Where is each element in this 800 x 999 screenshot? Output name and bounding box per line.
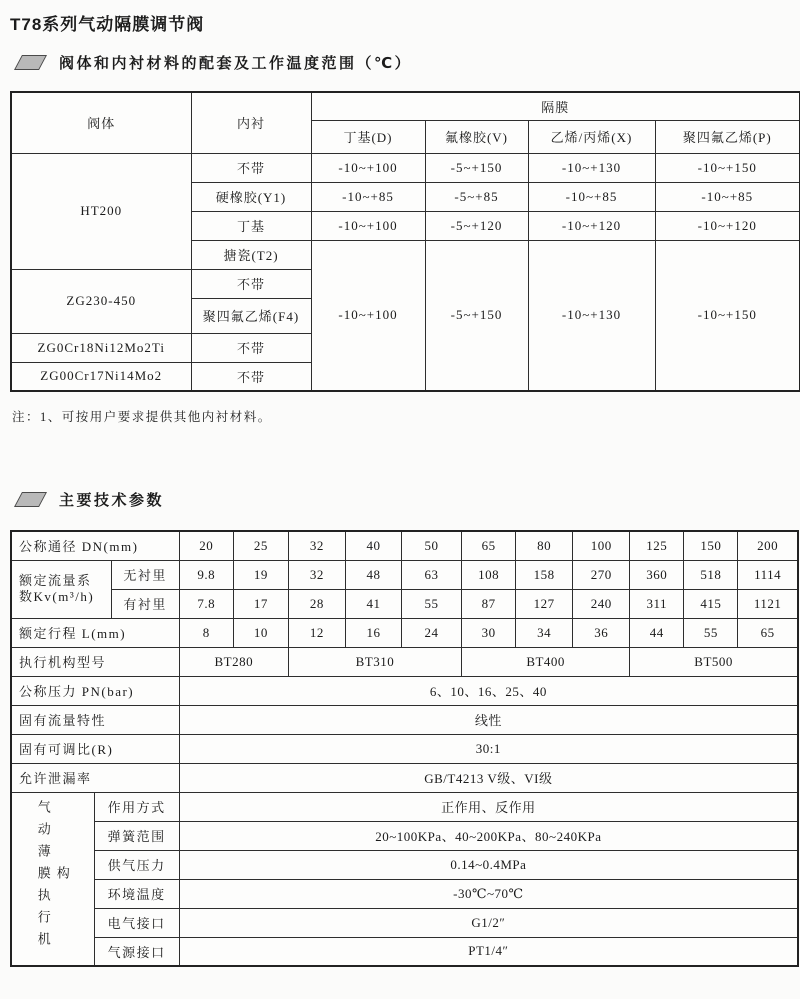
row-label-kv bbox=[11, 560, 111, 618]
stroke-value-cell: 8 bbox=[179, 618, 233, 647]
stroke-value-cell: 44 bbox=[630, 618, 684, 647]
lining-cell: 聚四氟乙烯(F4) bbox=[191, 298, 311, 333]
dn-value-cell: 32 bbox=[288, 531, 345, 560]
row-label-stroke: 额定行程 L(mm) bbox=[11, 618, 179, 647]
lining-cell: 不带 bbox=[191, 269, 311, 298]
temp-range-cell: -10~+85 bbox=[311, 182, 425, 211]
temp-range-cell: -10~+100 bbox=[311, 211, 425, 240]
actuator-model-cell: BT310 bbox=[288, 647, 461, 676]
sub-row-label: 弹簧范围 bbox=[94, 821, 179, 850]
row-label-pn: 公称压力 PN(bar) bbox=[11, 676, 179, 705]
dn-value-cell: 100 bbox=[573, 531, 630, 560]
col-header-diaphragm-type: 氟橡胶(V) bbox=[425, 120, 528, 153]
table-row-actuator-sub bbox=[11, 821, 798, 850]
temp-range-cell: -5~+120 bbox=[425, 211, 528, 240]
ratio-value-cell: 30:1 bbox=[179, 734, 798, 763]
temp-range-cell: -10~+100 bbox=[311, 153, 425, 182]
table-row-leak bbox=[11, 763, 798, 792]
lining-cell: 不带 bbox=[191, 362, 311, 391]
temp-range-cell: -10~+85 bbox=[528, 182, 655, 211]
actuator-model-cell: BT280 bbox=[179, 647, 288, 676]
flow-value-cell: 线性 bbox=[179, 705, 798, 734]
stroke-value-cell: 55 bbox=[684, 618, 738, 647]
stroke-value-cell: 16 bbox=[345, 618, 401, 647]
kv-value-cell: 1114 bbox=[738, 560, 798, 589]
material-temperature-table bbox=[10, 91, 800, 392]
sub-row-value: 正作用、反作用 bbox=[179, 792, 798, 821]
dn-value-cell: 65 bbox=[462, 531, 516, 560]
row-label-leak: 允许泄漏率 bbox=[11, 763, 179, 792]
col-header-valve-body: 阀体 bbox=[11, 92, 191, 153]
actuator-model-cell: BT500 bbox=[630, 647, 798, 676]
temp-range-cell: -10~+150 bbox=[655, 240, 800, 391]
sub-row-value: PT1/4″ bbox=[179, 937, 798, 966]
kv-value-cell: 17 bbox=[233, 589, 288, 618]
temp-range-cell: -10~+85 bbox=[655, 182, 800, 211]
dn-value-cell: 40 bbox=[345, 531, 401, 560]
kv-value-cell: 158 bbox=[516, 560, 573, 589]
dn-value-cell: 25 bbox=[233, 531, 288, 560]
sub-row-value: G1/2″ bbox=[179, 908, 798, 937]
row-sublabel-lined: 有衬里 bbox=[111, 589, 179, 618]
row-label-flow: 固有流量特性 bbox=[11, 705, 179, 734]
stroke-value-cell: 10 bbox=[233, 618, 288, 647]
stroke-value-cell: 36 bbox=[573, 618, 630, 647]
kv-value-cell: 19 bbox=[233, 560, 288, 589]
valve-body-cell: HT200 bbox=[11, 153, 191, 269]
table-row-flow bbox=[11, 705, 798, 734]
temp-range-cell: -5~+150 bbox=[425, 240, 528, 391]
kv-value-cell: 48 bbox=[345, 560, 401, 589]
stroke-value-cell: 34 bbox=[516, 618, 573, 647]
temp-range-cell: -5~+85 bbox=[425, 182, 528, 211]
dn-value-cell: 200 bbox=[738, 531, 798, 560]
section-heading-label: 主要技术参数 bbox=[59, 492, 165, 509]
temp-range-cell: -10~+130 bbox=[528, 153, 655, 182]
sub-row-label: 作用方式 bbox=[94, 792, 179, 821]
kv-value-cell: 7.8 bbox=[179, 589, 233, 618]
dn-value-cell: 20 bbox=[179, 531, 233, 560]
row-label-actuator: 执行机构型号 bbox=[11, 647, 179, 676]
leak-value-cell: GB/T4213 V级、VI级 bbox=[179, 763, 798, 792]
kv-value-cell: 240 bbox=[573, 589, 630, 618]
table-row-actuator-sub bbox=[11, 792, 798, 821]
sub-row-label: 供气压力 bbox=[94, 850, 179, 879]
temp-range-cell: -10~+100 bbox=[311, 240, 425, 391]
sub-row-value: -30℃~70℃ bbox=[179, 879, 798, 908]
kv-value-cell: 518 bbox=[684, 560, 738, 589]
temp-range-cell: -10~+120 bbox=[528, 211, 655, 240]
valve-body-cell: ZG00Cr17Ni14Mo2 bbox=[11, 362, 191, 391]
col-header-diaphragm: 隔膜 bbox=[311, 92, 800, 120]
pn-value-cell: 6、10、16、25、40 bbox=[179, 676, 798, 705]
lining-cell: 丁基 bbox=[191, 211, 311, 240]
col-header-lining: 内衬 bbox=[191, 92, 311, 153]
dn-value-cell: 50 bbox=[401, 531, 461, 560]
lining-cell: 不带 bbox=[191, 153, 311, 182]
sub-row-value: 20~100KPa、40~200KPa、80~240KPa bbox=[179, 821, 798, 850]
stroke-value-cell: 24 bbox=[401, 618, 461, 647]
kv-label-line2: 数Kv(m³/h) bbox=[19, 589, 95, 604]
row-label-dn: 公称通径 DN(mm) bbox=[11, 531, 179, 560]
table-row-dn bbox=[11, 531, 798, 560]
temp-range-cell: -10~+120 bbox=[655, 211, 800, 240]
table-row-actuator-model bbox=[11, 647, 798, 676]
table-row-ratio bbox=[11, 734, 798, 763]
lining-cell: 搪瓷(T2) bbox=[191, 240, 311, 269]
actuator-group-label: 气动薄膜执行机构 bbox=[35, 799, 70, 954]
kv-label-line1: 额定流量系 bbox=[19, 572, 92, 588]
sub-row-label: 气源接口 bbox=[94, 937, 179, 966]
technical-parameters-table bbox=[10, 530, 799, 967]
temp-range-cell: -5~+150 bbox=[425, 153, 528, 182]
actuator-group-label-cell bbox=[11, 792, 94, 966]
table-row-actuator-sub bbox=[11, 850, 798, 879]
kv-value-cell: 32 bbox=[288, 560, 345, 589]
dn-value-cell: 150 bbox=[684, 531, 738, 560]
table-row-stroke bbox=[11, 618, 798, 647]
section-heading-label: 阀体和内衬材料的配套及工作温度范围（℃） bbox=[59, 55, 413, 72]
kv-value-cell: 1121 bbox=[738, 589, 798, 618]
parallelogram-icon bbox=[14, 492, 47, 507]
row-sublabel-unlined: 无衬里 bbox=[111, 560, 179, 589]
page-title: T78系列气动隔膜调节阀 bbox=[10, 15, 205, 34]
section-heading-parameters bbox=[10, 489, 799, 510]
sub-row-label: 电气接口 bbox=[94, 908, 179, 937]
dn-value-cell: 80 bbox=[516, 531, 573, 560]
table-row-kv-unlined bbox=[11, 560, 798, 589]
table-row-pn bbox=[11, 676, 798, 705]
section-heading-materials bbox=[10, 52, 799, 73]
kv-value-cell: 9.8 bbox=[179, 560, 233, 589]
sub-row-value: 0.14~0.4MPa bbox=[179, 850, 798, 879]
table-row-actuator-sub bbox=[11, 879, 798, 908]
stroke-value-cell: 65 bbox=[738, 618, 798, 647]
table-row-kv-lined bbox=[11, 589, 798, 618]
footnote: 注：1、可按用户要求提供其他内衬材料。 bbox=[12, 410, 272, 424]
stroke-value-cell: 12 bbox=[288, 618, 345, 647]
parallelogram-icon bbox=[14, 55, 47, 70]
kv-value-cell: 108 bbox=[462, 560, 516, 589]
kv-value-cell: 63 bbox=[401, 560, 461, 589]
temp-range-cell: -10~+130 bbox=[528, 240, 655, 391]
col-header-diaphragm-type: 乙烯/丙烯(X) bbox=[528, 120, 655, 153]
temp-range-cell: -10~+150 bbox=[655, 153, 800, 182]
table-row-actuator-sub bbox=[11, 937, 798, 966]
valve-body-cell: ZG0Cr18Ni12Mo2Ti bbox=[11, 333, 191, 362]
kv-value-cell: 415 bbox=[684, 589, 738, 618]
kv-value-cell: 360 bbox=[630, 560, 684, 589]
actuator-model-cell: BT400 bbox=[462, 647, 630, 676]
kv-value-cell: 311 bbox=[630, 589, 684, 618]
row-label-ratio: 固有可调比(R) bbox=[11, 734, 179, 763]
col-header-diaphragm-type: 聚四氟乙烯(P) bbox=[655, 120, 800, 153]
valve-body-cell: ZG230-450 bbox=[11, 269, 191, 333]
kv-value-cell: 270 bbox=[573, 560, 630, 589]
table-row-actuator-sub bbox=[11, 908, 798, 937]
sub-row-label: 环境温度 bbox=[94, 879, 179, 908]
lining-cell: 硬橡胶(Y1) bbox=[191, 182, 311, 211]
kv-value-cell: 41 bbox=[345, 589, 401, 618]
lining-cell: 不带 bbox=[191, 333, 311, 362]
kv-value-cell: 127 bbox=[516, 589, 573, 618]
kv-value-cell: 87 bbox=[462, 589, 516, 618]
stroke-value-cell: 30 bbox=[462, 618, 516, 647]
kv-value-cell: 55 bbox=[401, 589, 461, 618]
dn-value-cell: 125 bbox=[630, 531, 684, 560]
col-header-diaphragm-type: 丁基(D) bbox=[311, 120, 425, 153]
kv-value-cell: 28 bbox=[288, 589, 345, 618]
